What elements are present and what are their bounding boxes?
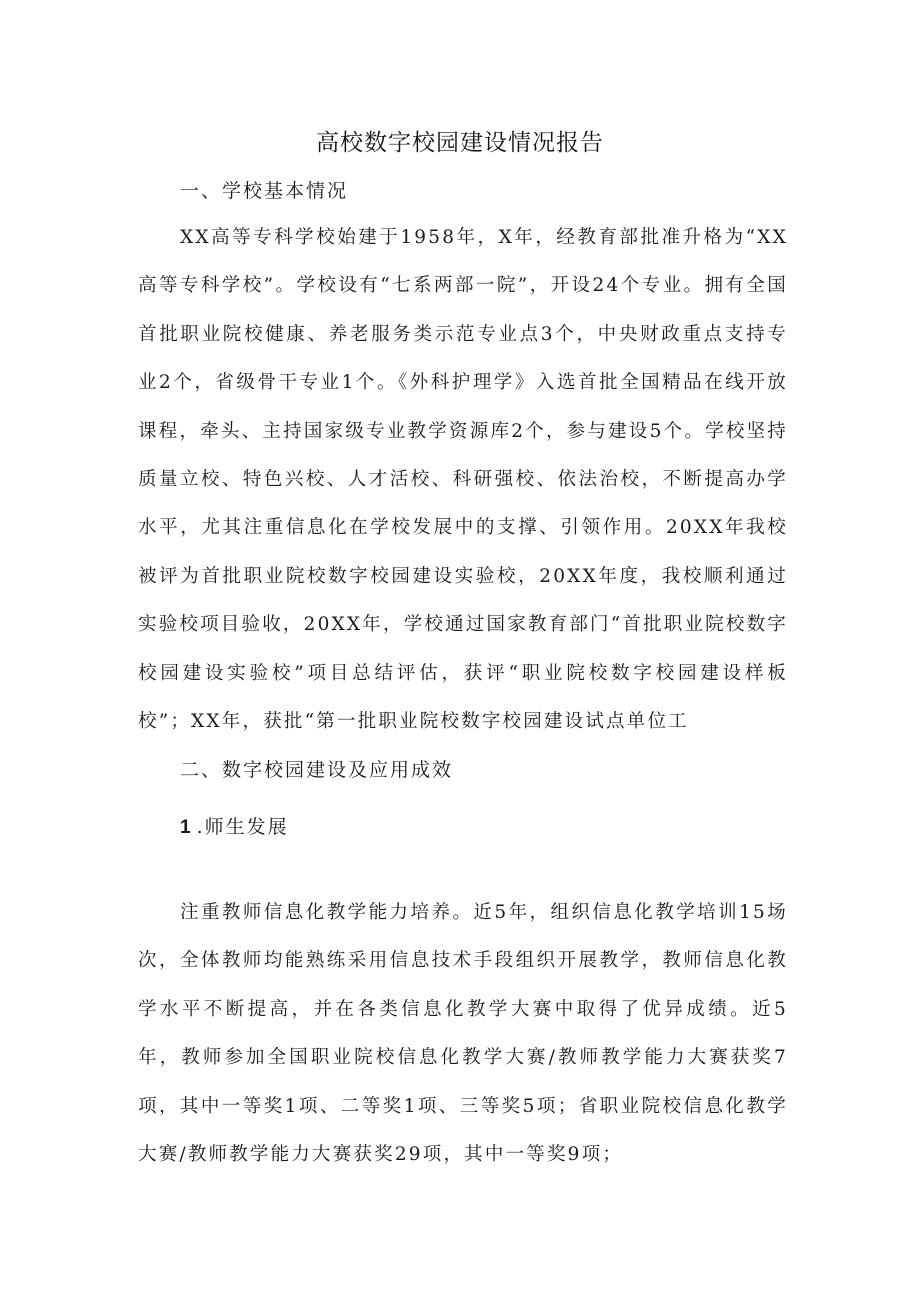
subsection-number: 1 [180,817,193,838]
subsection-title: .师生发展 [196,816,289,838]
section-heading-basic-info: 一、学校基本情况 [180,180,349,202]
subsection-heading-teacher-student [180,812,289,839]
section-paragraph-basic-info: XX高等专科学校始建于1958年，X年，经教育部批准升格为“XX高等专科学校”。学校设有“七系两部一院”，开设24个专业。拥有全国首批职业院校健康、养老服务类示范专业点3个，中央财政重点支持专业2个，省级骨干专业1个。《外科护理学》入选首批全国精品在线开放课程，牵头、主持国家级专业教学资源库2个，参与建设5个。学校坚持质量立校、特色兴校、人才活校、科研强校、依法治校，不断提高办学水平，尤其注重信息化在学校发展中的支撑、引领作用。20XX年我校被评为首批职业院校数字校园建设实验校，20XX年度，我校顺利通过实验校项目验收，20XX年，学校通过国家教育部门“首批职业院校数字校园建设实验校”项目总结评估，获评“职业院校数字校园建设样板校”；XX年，获批“第一批职业院校数字校园建设试点单位工 [138,227,788,733]
section-paragraph-teacher-development: 注重教师信息化教学能力培养。近5年，组织信息化教学培训15场次，全体教师均能熟练采用信息技术手段组织开展教学，教师信息化教学水平不断提高，并在各类信息化教学大赛中取得了优异成绩。近5年，教师参加全国职业院校信息化教学大赛/教师教学能力大赛获奖7项，其中一等奖1项、二等奖1项、三等奖5项；省职业院校信息化教学大赛/教师教学能力大赛获奖29项，其中一等奖9项； [138,902,788,1166]
section-heading-achievements: 二、数字校园建设及应用成效 [180,759,454,781]
document-title: 高校数字校园建设情况报告 [316,130,604,156]
